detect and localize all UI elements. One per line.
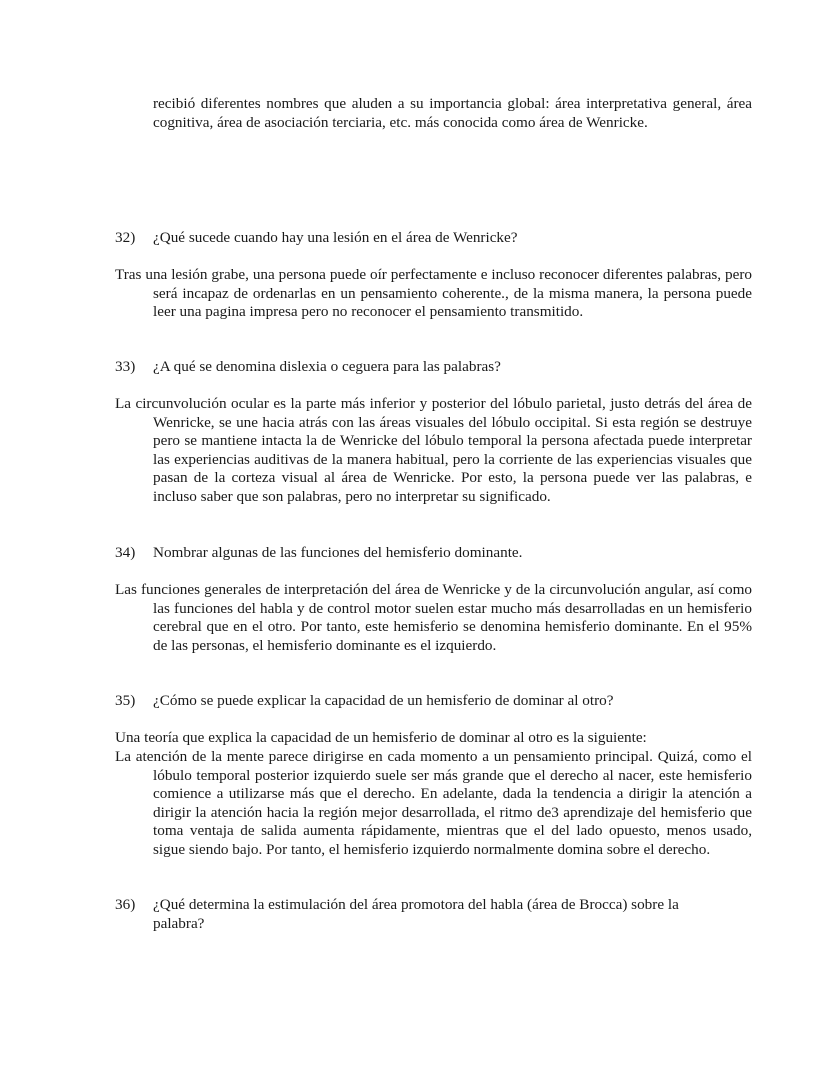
- question-number: 32): [115, 229, 136, 246]
- question-35: [115, 692, 714, 711]
- answer-34: Las funciones generales de interpretación del área de Wenricke y de la circunvolución angular, así como las funciones del habla y de control motor suelen estar mucho más desarrolladas en un hemisferio cerebral que en el otro. Por tanto, este hemisferio se denomina hemisferio dominante. En el 95% de las personas, el hemisferio dominante es el izquierdo.: [115, 581, 752, 654]
- answer-32: Tras una lesión grabe, una persona puede oír perfectamente e incluso reconocer diferentes palabras, pero será incapaz de ordenarlas en un pensamiento coherente., de la misma manera, la persona puede leer una pagina impresa pero no reconocer el pensamiento transmitido.: [115, 266, 752, 321]
- question-text: ¿Cómo se puede explicar la capacidad de un hemisferio de dominar al otro?: [153, 692, 614, 709]
- answer-35: La atención de la mente parece dirigirse en cada momento a un pensamiento principal. Quizá, como el lóbulo temporal posterior izquierdo suele ser más grande que el derecho al nacer, este hemisferio comience a utilizarse más que el derecho. En adelante, dada la tendencia a dirigir la atención a dirigir la atención hacia la región mejor desarrollada, el ritmo de3 aprendizaje del hemisferio que toma ventaja de salida aumenta rápidamente, mientras que el del lado opuesto, menos usado, sigue siendo bajo. Por tanto, el hemisferio izquierdo normalmente domina sobre el derecho.: [115, 748, 752, 858]
- question-number: 34): [115, 544, 136, 561]
- question-text: Nombrar algunas de las funciones del hemisferio dominante.: [153, 544, 523, 561]
- continuation-paragraph: recibió diferentes nombres que aluden a su importancia global: área interpretativa general, área cognitiva, área de asociación terciaria, etc. más conocida como área de Wenricke.: [153, 95, 752, 131]
- question-33: [115, 358, 714, 377]
- answer-33: La circunvolución ocular es la parte más inferior y posterior del lóbulo parietal, justo detrás del área de Wenricke, se une hacia atrás con las áreas visuales del lóbulo occipital. Si esta región se destruye pero se mantiene intacta la de Wenricke del lóbulo temporal la persona afectada puede interpretar las experiencias auditivas de la manera habitual, pero la corriente de las experiencias visuales que pasan de la corteza visual al área de Wenricke. Por esto, la persona puede ver las palabras, e incluso saber que son palabras, pero no interpretar su significado.: [115, 395, 752, 505]
- question-text: ¿A qué se denomina dislexia o ceguera para las palabras?: [153, 358, 501, 375]
- question-number: 33): [115, 358, 136, 375]
- question-text: ¿Qué sucede cuando hay una lesión en el área de Wenricke?: [153, 229, 518, 246]
- question-34: [115, 544, 714, 563]
- question-number: 35): [115, 692, 136, 709]
- question-32: [115, 229, 714, 248]
- question-number: 36): [115, 896, 136, 913]
- answer-35-intro: Una teoría que explica la capacidad de un hemisferio de dominar al otro es la siguiente:: [115, 729, 647, 746]
- question-text: ¿Qué determina la estimulación del área promotora del habla (área de Brocca) sobre la palabra?: [153, 896, 679, 932]
- question-36: [115, 896, 714, 933]
